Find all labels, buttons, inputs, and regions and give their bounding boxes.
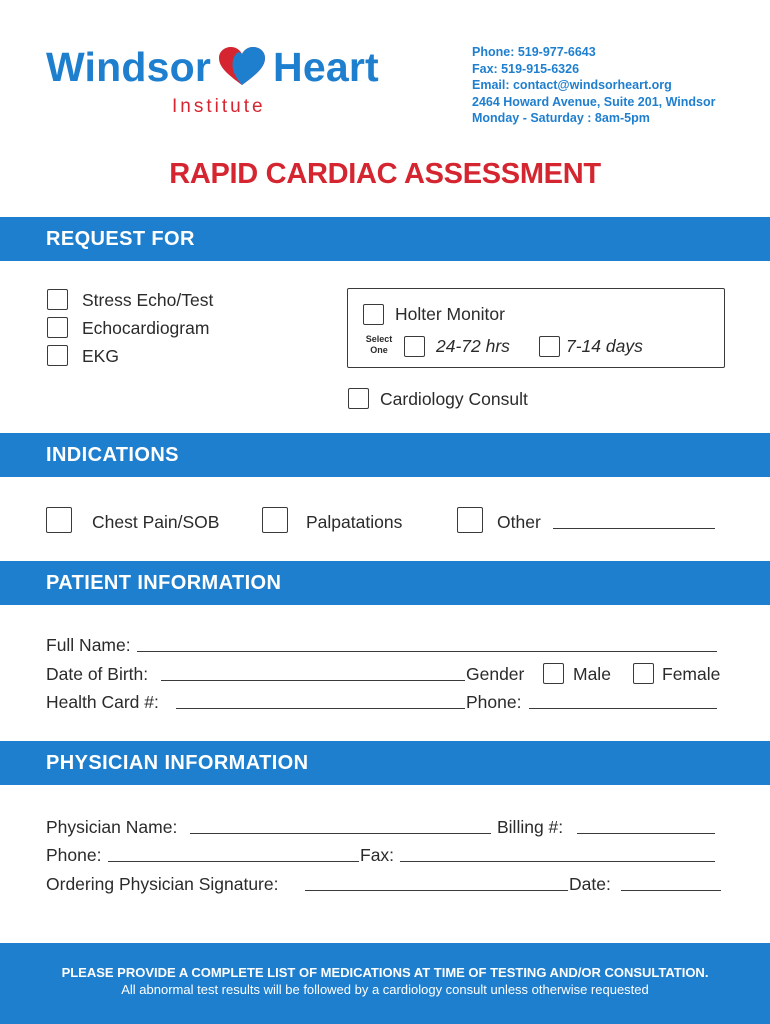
signature-label: Ordering Physician Signature: <box>46 874 279 894</box>
palpatations-checkbox[interactable] <box>262 507 288 533</box>
section-indications-header <box>0 433 770 477</box>
physician-fax-label: Fax: <box>360 845 395 865</box>
ekg-label: EKG <box>82 346 119 366</box>
contact-fax: Fax: 519-915-6326 <box>472 61 580 76</box>
holter-24-72-label: 24-72 hrs <box>436 336 510 356</box>
footer-medications-note: PLEASE PROVIDE A COMPLETE LIST OF MEDICATIONS AT TIME OF TESTING AND/OR CONSULTATION. <box>61 965 709 980</box>
echocardiogram-checkbox[interactable] <box>47 317 68 338</box>
physician-name-field[interactable] <box>190 833 491 834</box>
date-field[interactable] <box>621 890 721 891</box>
physician-name-label: Physician Name: <box>46 817 178 837</box>
echocardiogram-label: Echocardiogram <box>82 318 210 338</box>
gender-male-label: Male <box>573 664 611 684</box>
dob-label: Date of Birth: <box>46 664 149 684</box>
logo-word-heart: Heart <box>273 44 379 90</box>
logo-word-windsor: Windsor <box>46 44 212 90</box>
full-name-field[interactable] <box>137 651 717 652</box>
section-request-header <box>0 217 770 261</box>
footer-banner <box>0 943 770 1024</box>
section-physician-title: PHYSICIAN INFORMATION <box>46 752 309 774</box>
footer-followup-note: All abnormal test results will be followed by a cardiology consult unless otherwise requested <box>121 982 649 997</box>
gender-female-label: Female <box>662 664 721 684</box>
contact-phone: Phone: 519-977-6643 <box>472 45 596 59</box>
billing-field[interactable] <box>577 833 715 834</box>
heart-logo-icon <box>217 47 267 87</box>
patient-phone-field[interactable] <box>529 708 717 709</box>
contact-hours: Monday - Saturday : 8am-5pm <box>472 111 650 125</box>
logo <box>46 40 426 120</box>
health-card-field[interactable] <box>176 708 465 709</box>
stress-echo-label: Stress Echo/Test <box>82 290 214 310</box>
logo-institute: Institute <box>172 96 266 117</box>
holter-monitor-checkbox[interactable] <box>363 304 384 325</box>
patient-phone-label: Phone: <box>466 692 522 712</box>
palpatations-label: Palpatations <box>306 512 403 532</box>
contact-email: Email: contact@windsorheart.org <box>472 78 672 92</box>
gender-male-checkbox[interactable] <box>543 663 564 684</box>
cardiology-consult-label: Cardiology Consult <box>380 389 528 409</box>
contact-address: 2464 Howard Avenue, Suite 201, Windsor <box>472 94 716 109</box>
section-request-title: REQUEST FOR <box>46 228 195 250</box>
signature-field[interactable] <box>305 890 568 891</box>
other-label: Other <box>497 512 541 532</box>
select-one-line-1: Select <box>365 334 393 344</box>
health-card-label: Health Card #: <box>46 692 159 712</box>
section-patient-title: PATIENT INFORMATION <box>46 572 282 594</box>
other-input-line[interactable] <box>553 528 715 529</box>
section-patient-header <box>0 561 770 605</box>
gender-label: Gender <box>466 664 525 684</box>
ekg-checkbox[interactable] <box>47 345 68 366</box>
full-name-label: Full Name: <box>46 635 131 655</box>
physician-fax-field[interactable] <box>400 861 715 862</box>
chest-pain-checkbox[interactable] <box>46 507 72 533</box>
holter-7-14-label: 7-14 days <box>566 336 643 356</box>
holter-7-14-checkbox[interactable] <box>539 336 560 357</box>
select-one-line-2: One <box>370 345 388 355</box>
section-indications-title: INDICATIONS <box>46 444 179 466</box>
contact-info <box>472 44 715 127</box>
other-checkbox[interactable] <box>457 507 483 533</box>
select-one-note <box>362 334 396 356</box>
stress-echo-checkbox[interactable] <box>47 289 68 310</box>
holter-24-72-checkbox[interactable] <box>404 336 425 357</box>
chest-pain-label: Chest Pain/SOB <box>92 512 220 532</box>
gender-female-checkbox[interactable] <box>633 663 654 684</box>
date-label: Date: <box>569 874 611 894</box>
section-physician-header <box>0 741 770 785</box>
billing-label: Billing #: <box>497 817 564 837</box>
physician-phone-label: Phone: <box>46 845 102 865</box>
holter-monitor-label: Holter Monitor <box>395 304 505 324</box>
form-title: RAPID CARDIAC ASSESSMENT <box>169 158 601 190</box>
logo-wordmark <box>46 44 379 91</box>
dob-field[interactable] <box>161 680 465 681</box>
physician-phone-field[interactable] <box>108 861 359 862</box>
cardiology-consult-checkbox[interactable] <box>348 388 369 409</box>
